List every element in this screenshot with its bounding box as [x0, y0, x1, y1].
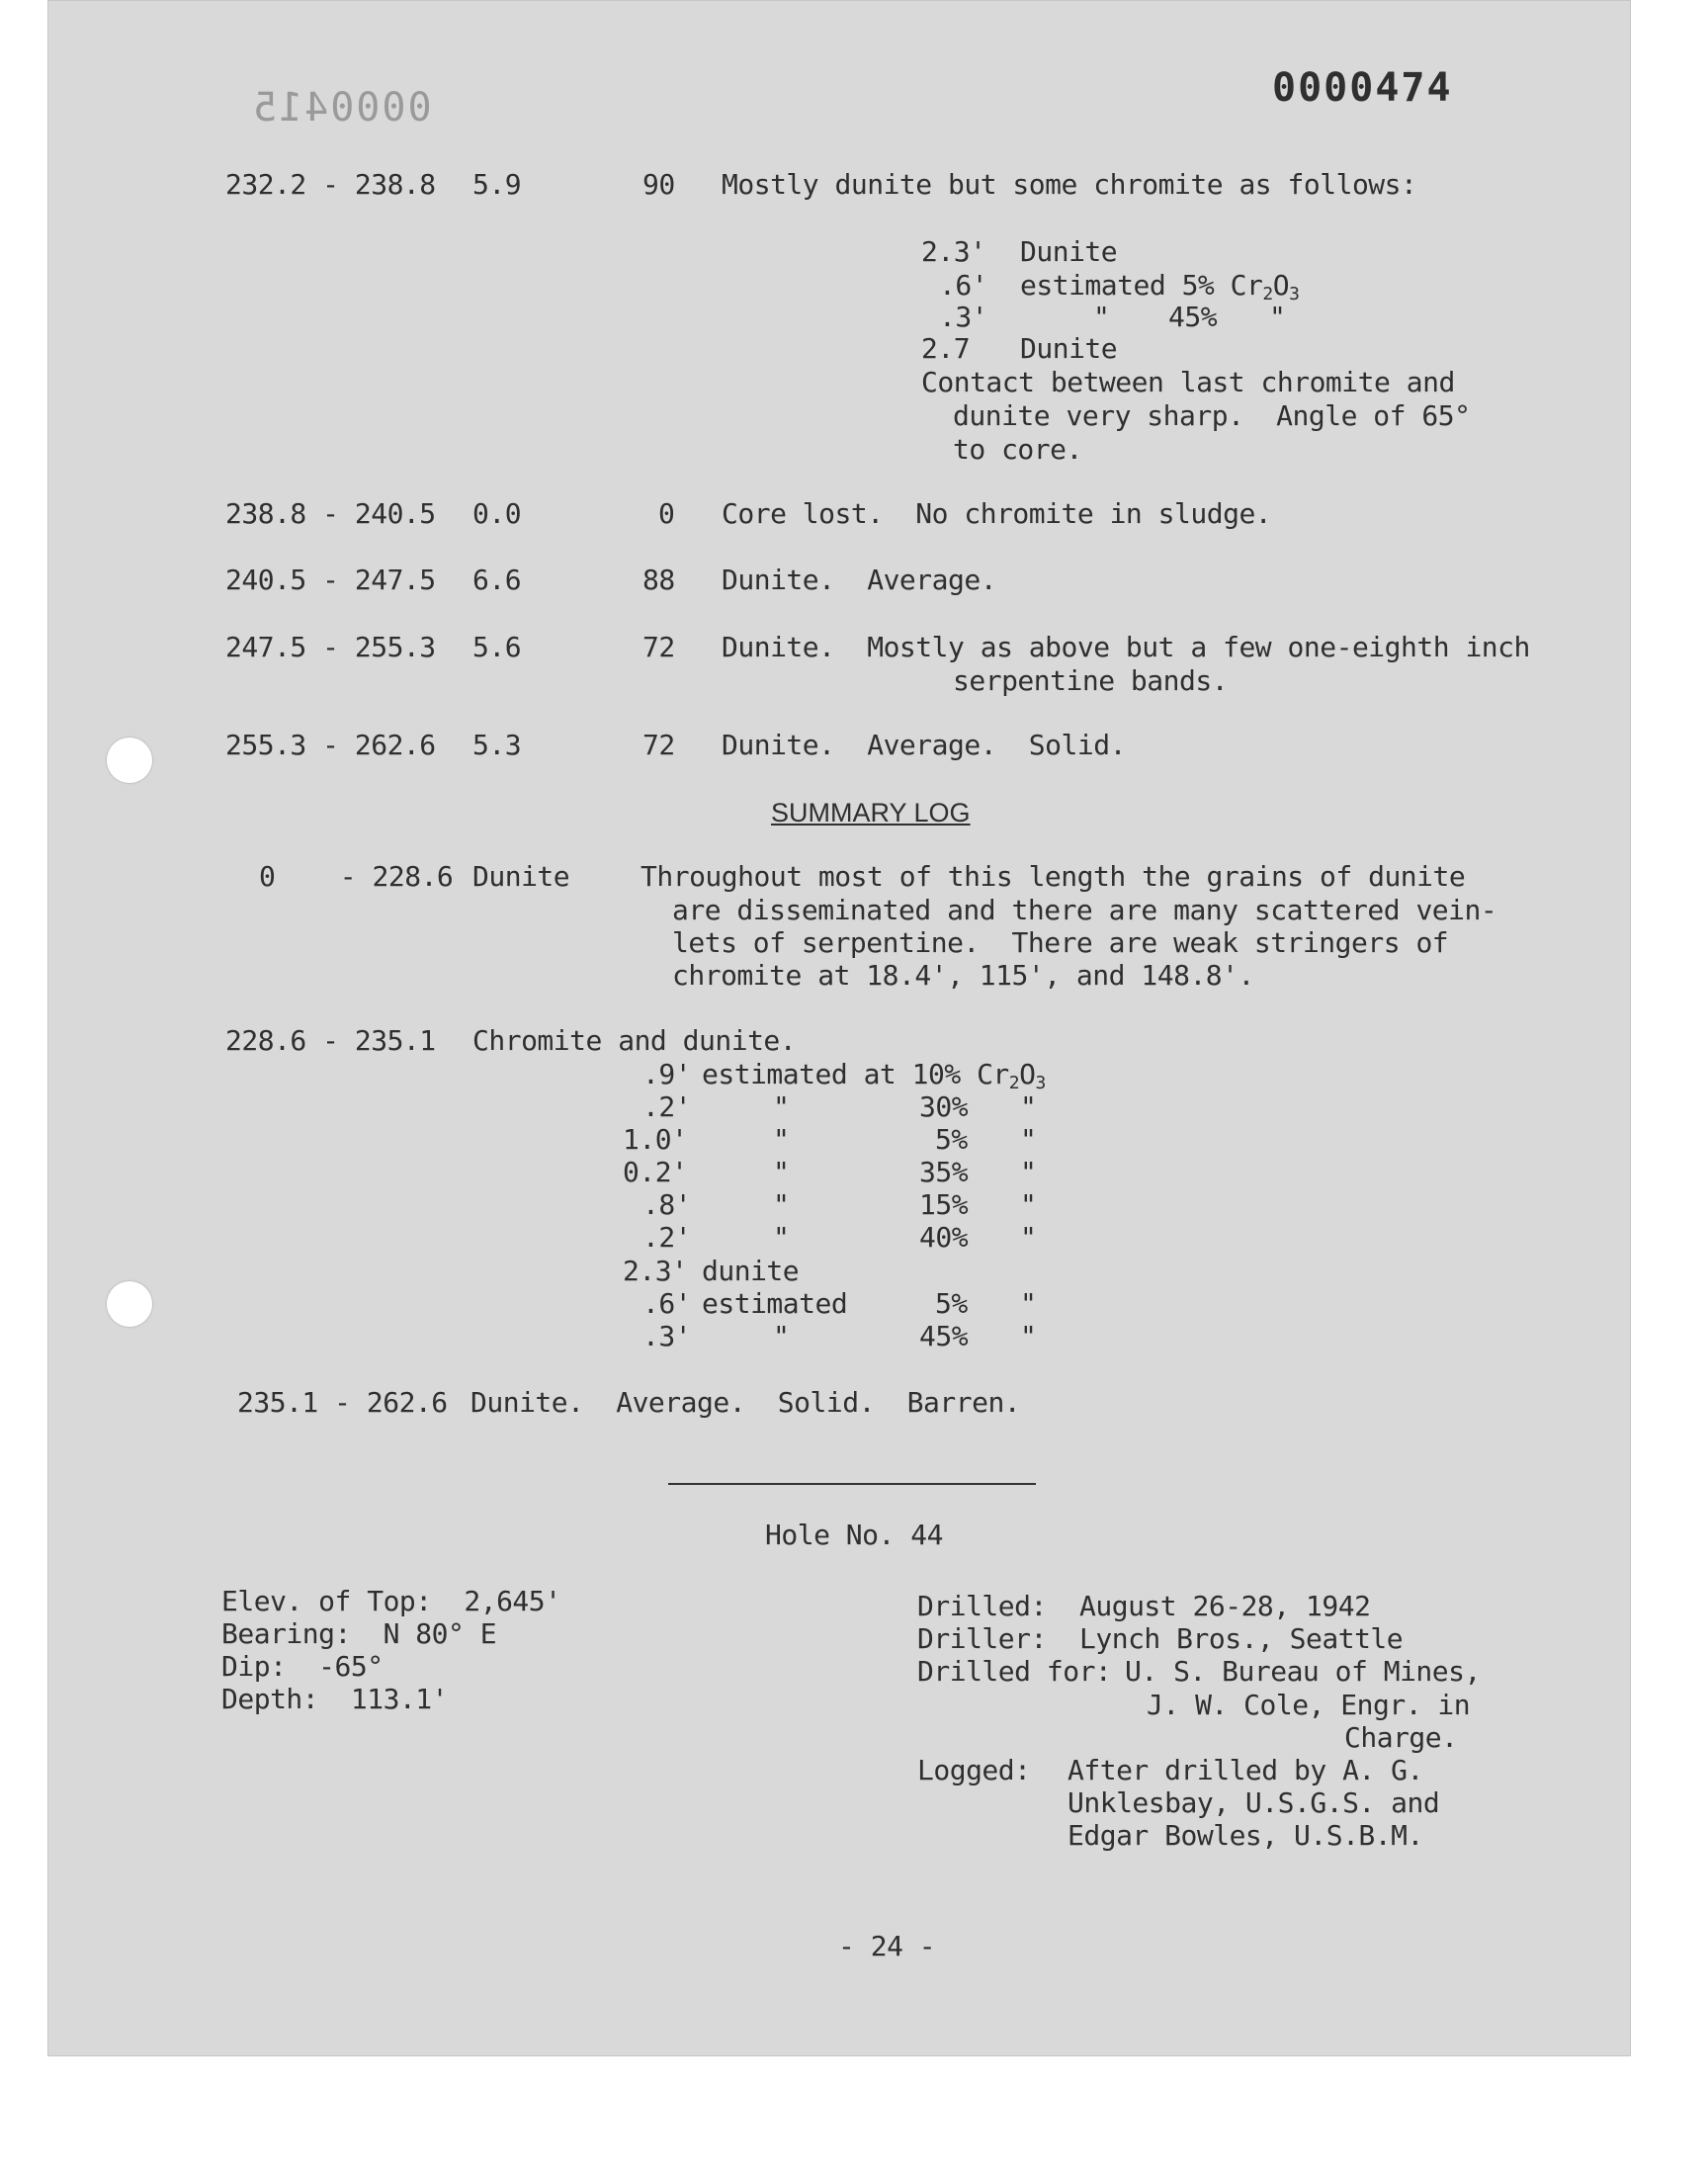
- detail-text: Dunite: [1020, 235, 1118, 268]
- core-recovered: 6.6: [472, 564, 522, 596]
- summary-text: Throughout most of this length the grains of dunite: [640, 860, 1466, 893]
- recovery-percent: 88: [642, 564, 675, 596]
- section-divider: [668, 1483, 1036, 1485]
- ditto-mark: ": [1269, 301, 1286, 333]
- ditto-mark: ": [1020, 1287, 1037, 1320]
- scan-margin: [0, 2066, 1708, 2175]
- detail-text: Dunite: [1020, 332, 1118, 365]
- ditto-mark: ": [773, 1221, 790, 1254]
- ditto-mark: ": [773, 1188, 790, 1221]
- ditto-mark: ": [1020, 1156, 1037, 1188]
- summary-length: 0.2': [623, 1156, 688, 1188]
- ditto-mark: ": [1020, 1188, 1037, 1221]
- punch-hole: [107, 738, 152, 783]
- ditto-mark: ": [1020, 1123, 1037, 1156]
- detail-length: 2.7: [921, 332, 971, 365]
- description: Dunite. Average.: [722, 564, 997, 596]
- ditto-mark: ": [773, 1090, 790, 1123]
- summary-percent: 35%: [919, 1156, 969, 1188]
- summary-length: .6': [642, 1287, 692, 1320]
- summary-length: .2': [642, 1090, 692, 1123]
- summary-length: .8': [642, 1188, 692, 1221]
- summary-text: estimated at 10% $Cr_2O_3$: [702, 1058, 1046, 1093]
- drilled-for-value: U. S. Bureau of Mines,: [1125, 1655, 1481, 1688]
- recovery-percent: 72: [642, 729, 675, 761]
- core-recovered: 0.0: [472, 497, 522, 530]
- depth-range: 247.5 - 255.3: [225, 631, 436, 663]
- summary-length: 2.3': [623, 1255, 688, 1287]
- summary-percent: 30%: [919, 1090, 969, 1123]
- depth-range: 240.5 - 247.5: [225, 564, 436, 596]
- contact-note: to core.: [953, 433, 1082, 466]
- driller-label: Driller:: [917, 1622, 1047, 1655]
- description: Mostly dunite but some chromite as follows:: [722, 168, 1417, 201]
- drilled-label: Drilled:: [917, 1590, 1047, 1622]
- summary-length: .2': [642, 1221, 692, 1254]
- contact-note: dunite very sharp. Angle of 65°: [953, 399, 1471, 432]
- summary-length: 1.0': [623, 1123, 688, 1156]
- summary-log-title: SUMMARY LOG: [771, 798, 971, 827]
- ditto-mark: ": [1020, 1221, 1037, 1254]
- depth-range: 255.3 - 262.6: [225, 729, 436, 761]
- depth-range: 232.2 - 238.8: [225, 168, 436, 201]
- description: Core lost. No chromite in sludge.: [722, 497, 1272, 530]
- recovery-percent: 72: [642, 631, 675, 663]
- summary-rock: Chromite and dunite.: [472, 1024, 797, 1057]
- ditto-mark: ": [773, 1156, 790, 1188]
- drilled-for-value: Charge.: [1344, 1721, 1458, 1754]
- contact-note: Contact between last chromite and: [921, 366, 1455, 398]
- page-number: - 24 -: [838, 1930, 936, 1962]
- drilled-for-value: J. W. Cole, Engr. in: [1147, 1689, 1471, 1721]
- summary-length: .9': [642, 1058, 692, 1090]
- ditto-mark: ": [1093, 301, 1110, 333]
- recovery-percent: 90: [642, 168, 675, 201]
- summary-text: dunite: [702, 1255, 800, 1287]
- summary-percent: 45%: [919, 1320, 969, 1352]
- detail-length: .6': [939, 269, 988, 302]
- detail-length: .3': [939, 301, 988, 333]
- depth-range: 238.8 - 240.5: [225, 497, 436, 530]
- summary-rock: Dunite: [472, 860, 570, 893]
- recovery-percent: 0: [658, 497, 675, 530]
- summary-text: chromite at 18.4', 115', and 148.8'.: [672, 959, 1254, 992]
- hole-dip: Dip: -65°: [221, 1650, 384, 1683]
- document-number-stamp: 0000474: [1272, 65, 1453, 111]
- hole-title: Hole No. 44: [765, 1519, 943, 1551]
- summary-range: 228.6 - 235.1: [225, 1024, 436, 1057]
- hole-depth: Depth: 113.1': [221, 1683, 449, 1715]
- ditto-mark: ": [1020, 1090, 1037, 1123]
- description: Dunite. Mostly as above but a few one-eighth inch: [722, 631, 1530, 663]
- detail-length: 2.3': [921, 235, 986, 268]
- summary-percent: 15%: [919, 1188, 969, 1221]
- mirrored-number-stamp: 0000415: [251, 85, 432, 130]
- core-recovered: 5.6: [472, 631, 522, 663]
- punch-hole: [107, 1281, 152, 1327]
- driller-value: Lynch Bros., Seattle: [1079, 1622, 1404, 1655]
- drilled-value: August 26-28, 1942: [1079, 1590, 1371, 1622]
- summary-text: lets of serpentine. There are weak stringers of: [672, 926, 1449, 959]
- summary-percent: 5%: [935, 1287, 968, 1320]
- logged-value: Unklesbay, U.S.G.S. and: [1068, 1786, 1440, 1819]
- hole-bearing: Bearing: N 80° E: [221, 1617, 497, 1650]
- core-recovered: 5.3: [472, 729, 522, 761]
- summary-range: 235.1 - 262.6: [237, 1386, 448, 1419]
- detail-percent: 45%: [1168, 301, 1218, 333]
- ditto-mark: ": [773, 1123, 790, 1156]
- logged-label: Logged:: [917, 1754, 1031, 1786]
- detail-text: estimated 5% $Cr_2O_3$: [1020, 269, 1300, 304]
- ditto-mark: ": [1020, 1320, 1037, 1352]
- summary-length: .3': [642, 1320, 692, 1352]
- description: Dunite. Average. Solid.: [722, 729, 1126, 761]
- summary-percent: 40%: [919, 1221, 969, 1254]
- drilled-for-label: Drilled for:: [917, 1655, 1112, 1688]
- ditto-mark: ": [773, 1320, 790, 1352]
- description-continued: serpentine bands.: [953, 664, 1229, 697]
- summary-text: Dunite. Average. Solid. Barren.: [470, 1386, 1021, 1419]
- summary-range: 0 - 228.6: [259, 860, 454, 893]
- summary-text: estimated: [702, 1287, 848, 1320]
- core-recovered: 5.9: [472, 168, 522, 201]
- logged-value: Edgar Bowles, U.S.B.M.: [1068, 1819, 1423, 1852]
- summary-percent: 5%: [935, 1123, 968, 1156]
- hole-elevation: Elev. of Top: 2,645': [221, 1585, 561, 1617]
- summary-text: are disseminated and there are many scattered vein-: [672, 894, 1497, 926]
- logged-value: After drilled by A. G.: [1068, 1754, 1423, 1786]
